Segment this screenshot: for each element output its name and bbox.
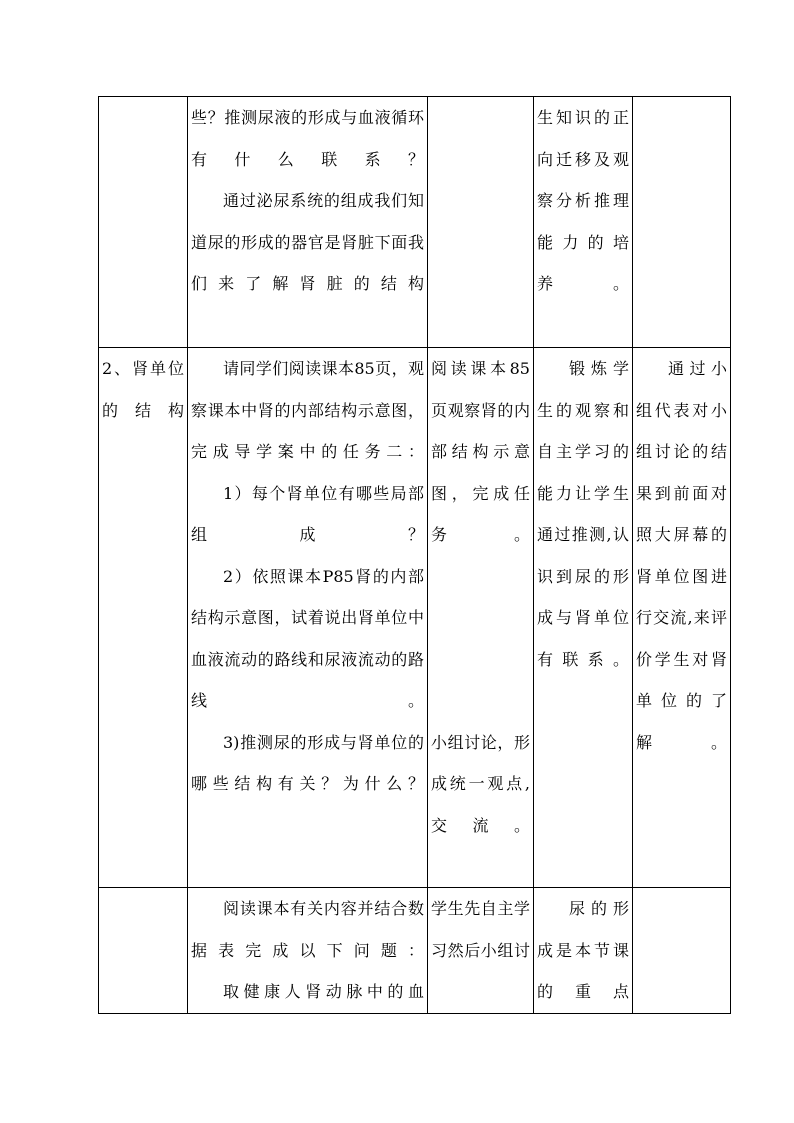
student-activity-cell: [428, 348, 534, 888]
teacher-text: 些？推测尿液的形成与血液循环有什么联系？: [191, 108, 424, 169]
design-intent-cell: [534, 888, 633, 1014]
teacher-activity-cell: [188, 97, 428, 348]
teacher-text: 2）依照课本P85肾的内部结构示意图，试着说出肾单位中血液流动的路线和尿液流动的路线。: [191, 566, 424, 710]
evaluation-cell: [633, 97, 731, 348]
student-text: 阅读课本85页观察肾的内部结构示意图，完成任务。: [431, 359, 530, 544]
table-row: [99, 888, 731, 1014]
teacher-activity-cell: [188, 348, 428, 888]
lesson-plan-table: [98, 96, 731, 1014]
student-text: 小组讨论，形成统一观点,交流。: [431, 732, 530, 835]
teacher-text: 3)推测尿的形成与肾单位的哪些结构有关？为什么？: [191, 732, 424, 793]
eval-text: 通过小组代表对小组讨论的结果到前面对照大屏幕的肾单位图进行交流,来评价学生对肾单位的了解。: [636, 359, 727, 752]
table-row: [99, 97, 731, 348]
stage-cell: [99, 888, 188, 1014]
teacher-text: 1）每个肾单位有哪些局部组成？: [191, 483, 424, 544]
stage-cell: [99, 97, 188, 348]
design-intent-cell: [534, 348, 633, 888]
evaluation-cell: [633, 888, 731, 1014]
intent-text: 尿的形成是本节课的重点: [537, 899, 629, 1001]
teacher-text: 通过泌尿系统的组成我们知道尿的形成的器官是肾脏下面我们来了解肾脏的结构: [191, 191, 424, 293]
table-row: [99, 348, 731, 888]
stage-text: 2、肾单位的结构: [102, 359, 184, 420]
student-text: 学生先自主学习然后小组讨: [431, 899, 530, 960]
intent-text: 生知识的正向迁移及观察分析推理能力的培养。: [537, 108, 629, 293]
evaluation-cell: [633, 348, 731, 888]
stage-cell: [99, 348, 188, 888]
student-activity-cell: [428, 888, 534, 1014]
teacher-text: 阅读课本有关内容并结合数据表完成以下问题：: [191, 899, 424, 960]
teacher-text: 请同学们阅读课本85页，观察课本中肾的内部结构示意图，完成导学案中的任务二：: [191, 359, 424, 461]
teacher-activity-cell: [188, 888, 428, 1014]
teacher-text: 取健康人肾动脉中的血: [223, 982, 424, 1001]
design-intent-cell: [534, 97, 633, 348]
student-activity-cell: [428, 97, 534, 348]
intent-text: 锻炼学生的观察和自主学习的能力让学生通过推测,认识到尿的形成与肾单位有联系。: [537, 359, 629, 669]
